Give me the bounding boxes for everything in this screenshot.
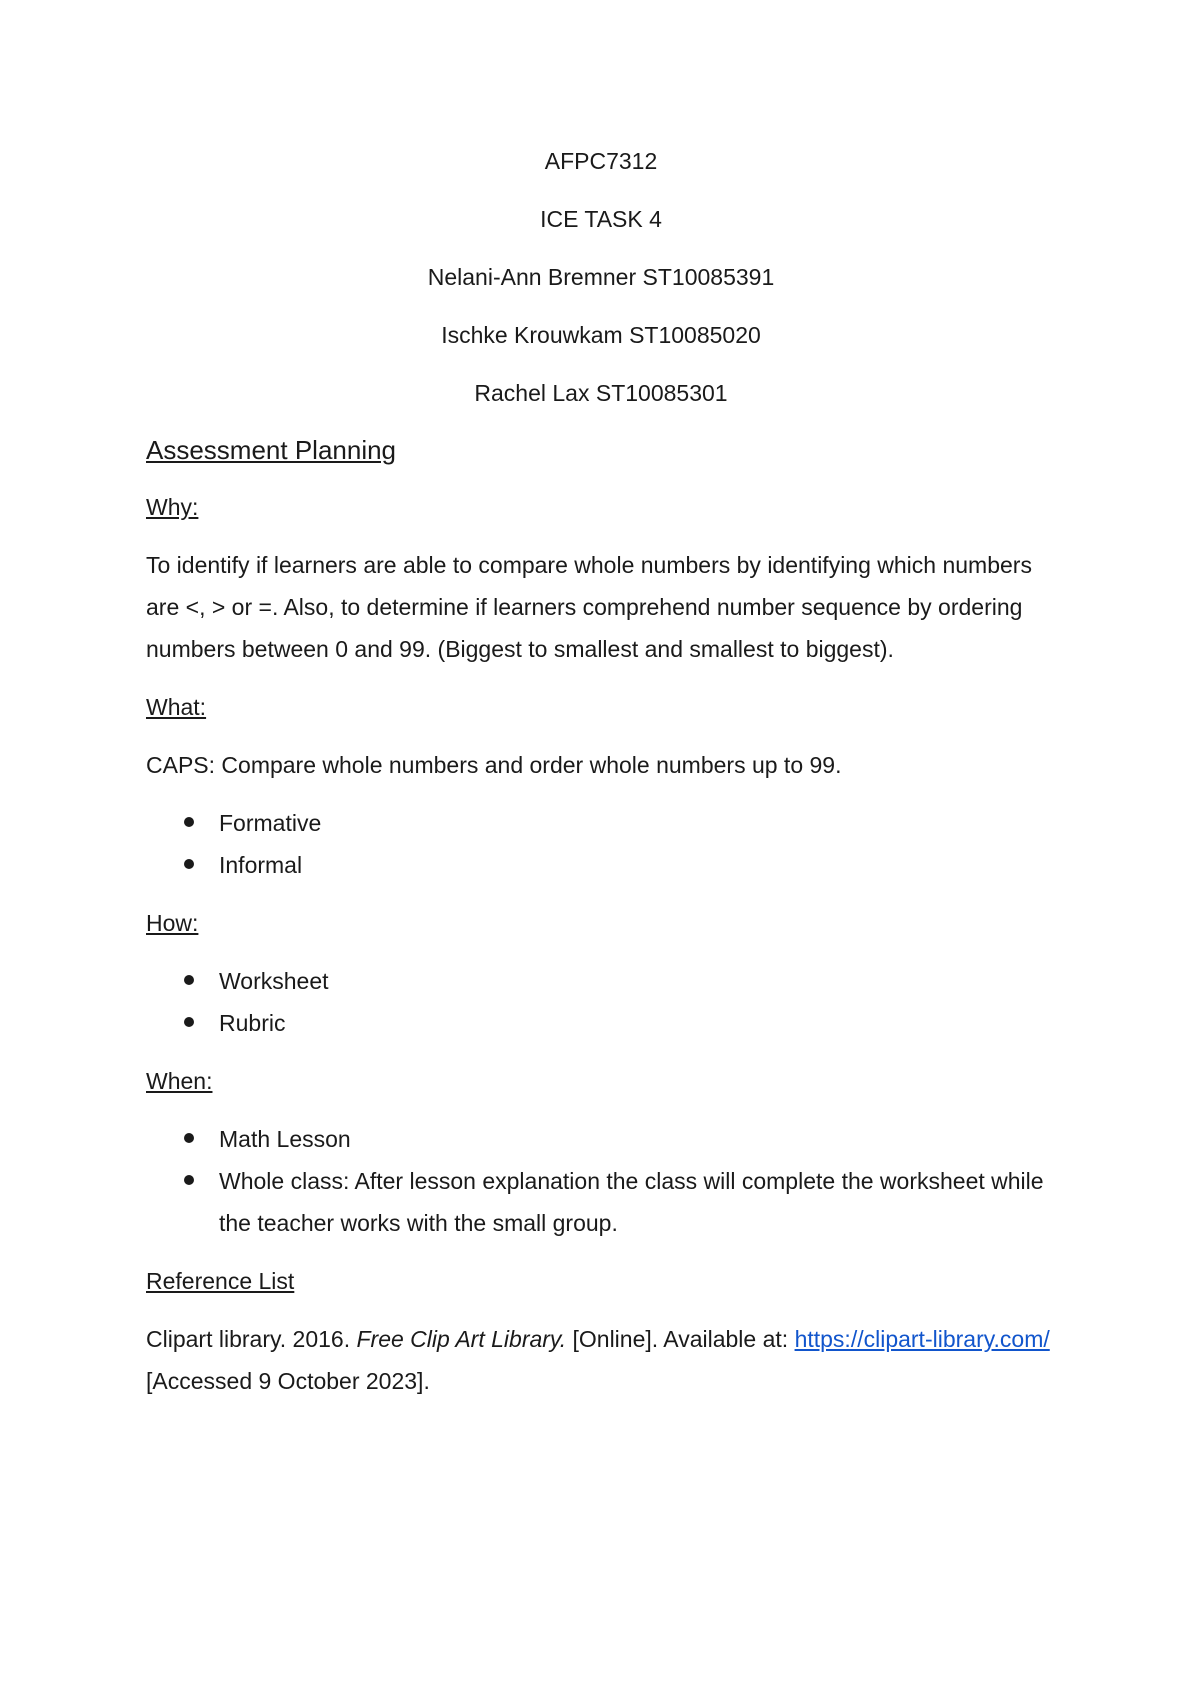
bullet-icon — [184, 1133, 194, 1143]
document-body — [146, 140, 1056, 1402]
what-text: CAPS: Compare whole numbers and order whole numbers up to 99. — [146, 752, 842, 778]
author-3: Rachel Lax ST10085301 — [474, 380, 728, 406]
task-title: ICE TASK 4 — [540, 206, 662, 232]
section-heading: Assessment Planning — [146, 435, 397, 465]
reference-link[interactable]: https://clipart-library.com/ — [794, 1326, 1050, 1352]
bullet-icon — [184, 817, 194, 827]
reference-title: Free Clip Art Library. — [356, 1326, 567, 1352]
why-text: To identify if learners are able to compare whole numbers by identifying which numbers are <, > or =. Also, to determine if learners comprehend number sequence by ordering numbers between 0 and 99. (Biggest to smallest and smallest to biggest). — [146, 552, 1032, 662]
list-item-text: Worksheet — [219, 968, 329, 994]
author-1: Nelani-Ann Bremner ST10085391 — [427, 264, 775, 290]
bullet-icon — [184, 1017, 194, 1027]
list-item-text: Math Lesson — [219, 1126, 351, 1152]
when-label: When: — [146, 1068, 213, 1094]
reference-list-title: Reference List — [146, 1268, 295, 1294]
list-item — [146, 844, 1056, 886]
reference-suffix: [Accessed 9 October 2023]. — [146, 1368, 430, 1394]
when-list — [146, 1118, 1056, 1244]
list-item — [146, 1002, 1056, 1044]
what-label: What: — [146, 694, 207, 720]
how-list — [146, 960, 1056, 1044]
list-item — [146, 802, 1056, 844]
list-item — [146, 1118, 1056, 1160]
bullet-icon — [184, 859, 194, 869]
reference-entry — [146, 1318, 1056, 1402]
why-label: Why: — [146, 494, 199, 520]
list-item — [146, 1160, 1056, 1244]
reference-prefix: Clipart library. 2016. — [146, 1326, 357, 1352]
reference-middle: [Online]. Available at: — [566, 1326, 795, 1352]
list-item-text: Whole class: After lesson explanation the class will complete the worksheet while the teacher works with the small group. — [219, 1168, 1044, 1236]
list-item-text: Rubric — [219, 1010, 286, 1036]
course-code: AFPC7312 — [544, 148, 658, 174]
list-item-text: Formative — [219, 810, 322, 836]
list-item-text: Informal — [219, 852, 303, 878]
what-list — [146, 802, 1056, 886]
author-2: Ischke Krouwkam ST10085020 — [441, 322, 761, 348]
list-item — [146, 960, 1056, 1002]
bullet-icon — [184, 1175, 194, 1185]
how-label: How: — [146, 910, 199, 936]
bullet-icon — [184, 975, 194, 985]
